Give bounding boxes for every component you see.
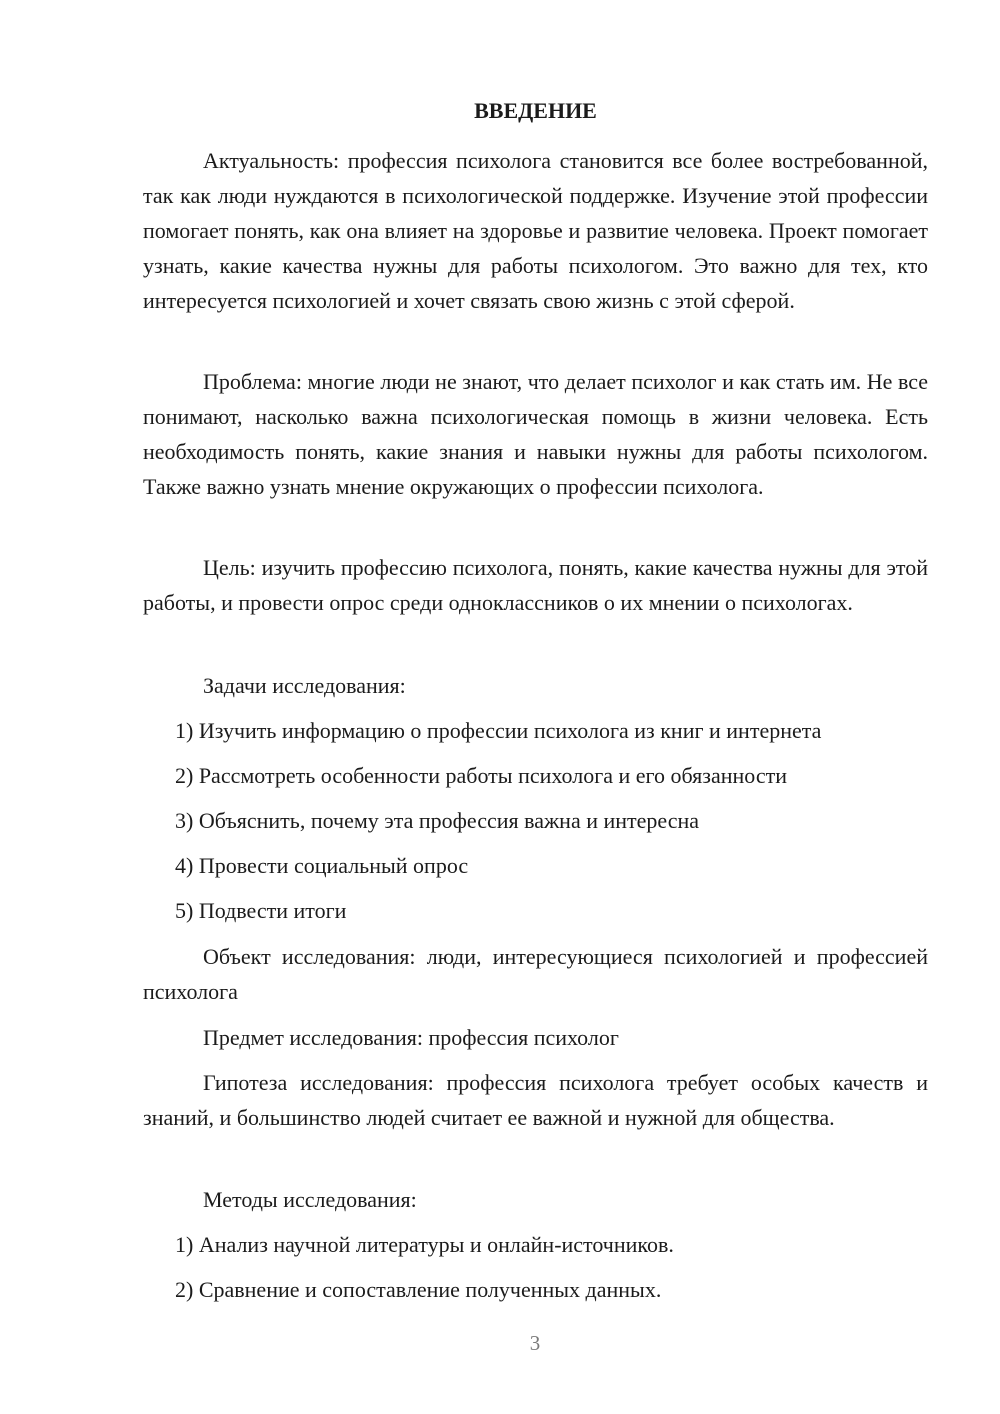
subject-paragraph: Предмет исследования: профессия психолог: [203, 1025, 619, 1050]
page-number: 3: [529, 1331, 541, 1355]
hypothesis-paragraph: Гипотеза исследования: профессия психолога требует особых качеств и знаний, и большинство людей считает ее важной и нужной для общества.: [143, 1070, 928, 1130]
task-item: 5) Подвести итоги: [175, 898, 347, 923]
task-item: 4) Провести социальный опрос: [175, 853, 469, 878]
tasks-heading: Задачи исследования:: [203, 673, 406, 698]
relevance-paragraph: Актуальность: профессия психолога становится все более востребованной, так как люди нуждаются в психологической поддержке. Изучение этой профессии помогает понять, как она влияет на здоровье и развитие человека. Проект помогает узнать, какие качества нужны для работы психологом. Это важно для тех, кто интересуется психологией и хочет связать свою жизнь с этой сферой.: [143, 148, 928, 313]
section-title: ВВЕДЕНИЕ: [474, 98, 597, 123]
object-paragraph: Объект исследования: люди, интересующиеся психологией и профессией психолога: [143, 944, 928, 1004]
problem-paragraph: Проблема: многие люди не знают, что делает психолог и как стать им. Не все понимают, насколько важна психологическая помощь в жизни человека. Есть необходимость понять, какие знания и навыки нужны для работы психологом. Также важно узнать мнение окружающих о профессии психолога.: [143, 369, 928, 499]
task-item: 3) Объяснить, почему эта профессия важна и интересна: [175, 808, 700, 833]
task-item: 2) Рассмотреть особенности работы психолога и его обязанности: [175, 763, 788, 788]
method-item: 1) Анализ научной литературы и онлайн-источников.: [175, 1232, 674, 1257]
method-item: 2) Сравнение и сопоставление полученных данных.: [175, 1277, 662, 1302]
goal-paragraph: Цель: изучить профессию психолога, понять, какие качества нужны для этой работы, и провести опрос среди одноклассников о их мнении о психологах.: [143, 555, 928, 615]
task-item: 1) Изучить информацию о профессии психолога из книг и интернета: [175, 718, 822, 743]
methods-heading: Методы исследования:: [203, 1187, 417, 1212]
